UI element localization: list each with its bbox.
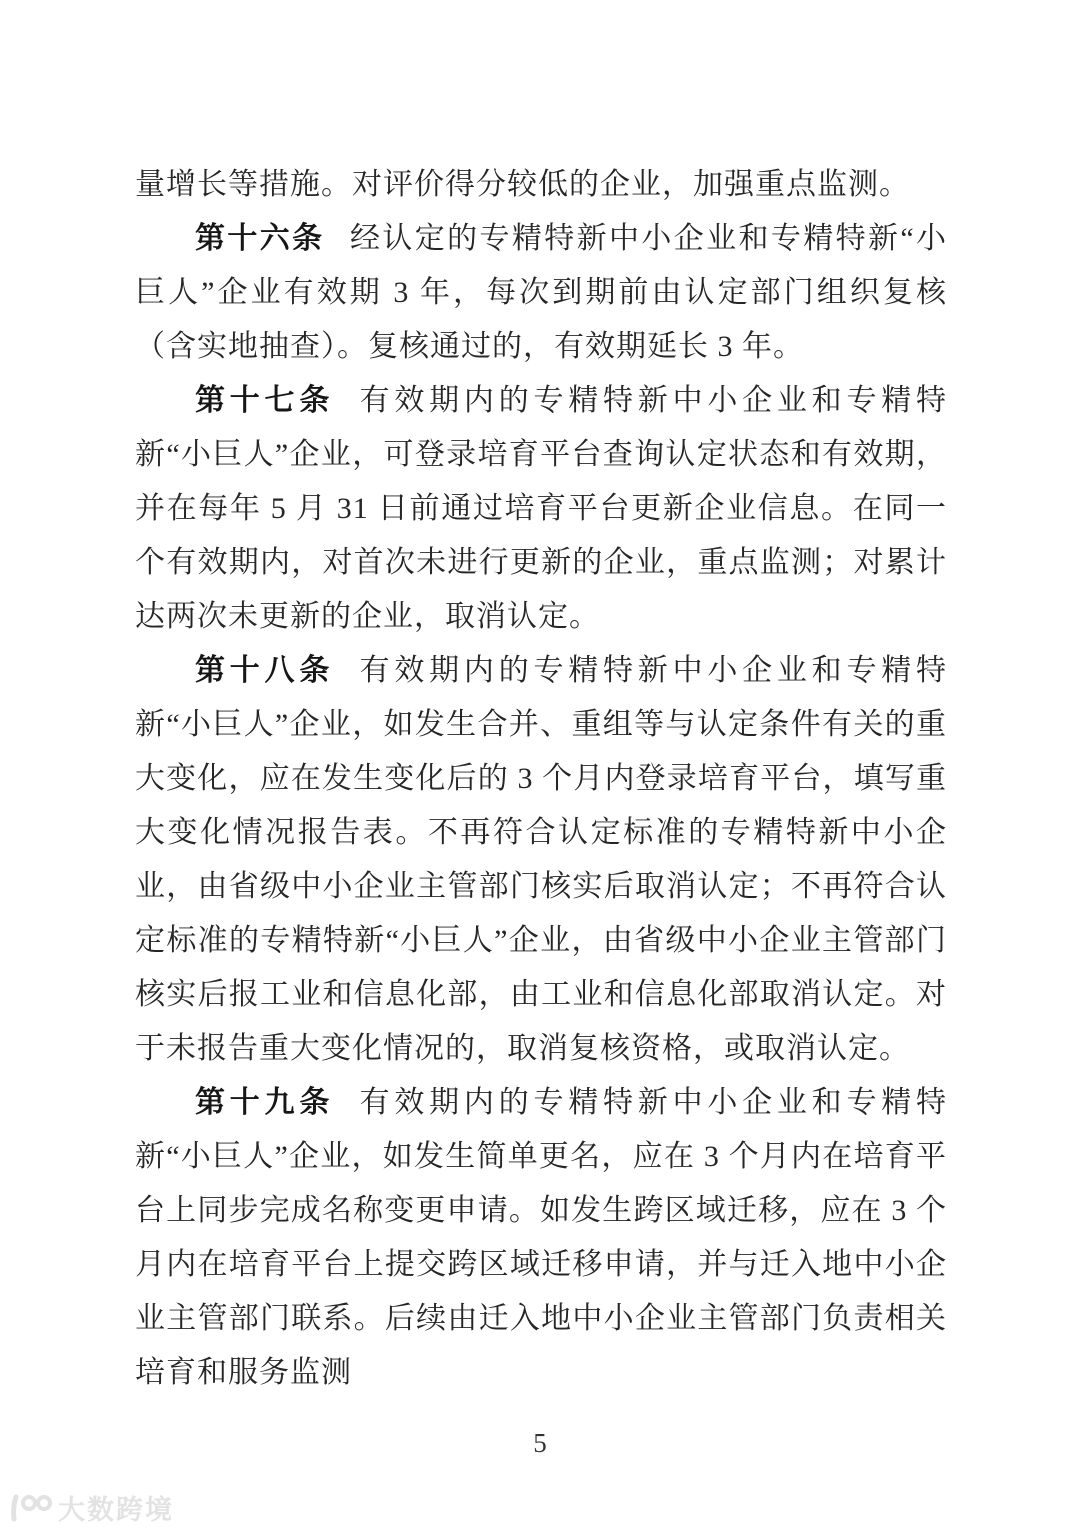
watermark xyxy=(10,1488,174,1527)
paragraph xyxy=(135,1076,947,1400)
article-number: 第十七条 xyxy=(195,384,335,417)
article-number: 第十六条 xyxy=(195,222,325,255)
watermark-logo-icon xyxy=(10,1493,52,1523)
watermark-text: 大数跨境 xyxy=(58,1495,174,1525)
paragraph-text: 有效期内的专精特新中小企业和专精特新“小巨人”企业，如发生合并、重组等与认定条件有关的重大变化，应在发生变化后的 3 个月内登录培育平台，填写重大变化情况报告表。不再符合认定标准的专精特新中小企业，由省级中小企业主管部门核实后取消认定；不再符合认定标准的专精特新“小巨人”企业，由省级中小企业主管部门核实后报工业和信息化部，由工业和信息化部取消认定。对于未报告重大变化情况的，取消复核资格，或取消认定。 xyxy=(135,654,948,1065)
article-number: 第十八条 xyxy=(195,654,335,687)
article-number: 第十九条 xyxy=(195,1086,335,1119)
text-body xyxy=(135,158,947,1400)
paragraph xyxy=(135,158,947,212)
paragraph xyxy=(135,374,947,644)
paragraph-text: 有效期内的专精特新中小企业和专精特新“小巨人”企业，可登录培育平台查询认定状态和有效期，并在每年 5 月 31 日前通过培育平台更新企业信息。在同一个有效期内，对首次未进行更新的企业，重点监测；对累计达两次未更新的企业，取消认定。 xyxy=(135,384,948,633)
paragraph-text: 量增长等措施。对评价得分较低的企业，加强重点监测。 xyxy=(135,168,910,201)
paragraph-text: 经认定的专精特新中小企业和专精特新“小巨人”企业有效期 3 年，每次到期前由认定部门组织复核（含实地抽查）。复核通过的，有效期延长 3 年。 xyxy=(135,222,948,363)
paragraph-text: 有效期内的专精特新中小企业和专精特新“小巨人”企业，如发生简单更名，应在 3 个月内在培育平台上同步完成名称变更申请。如发生跨区域迁移，应在 3 个月内在培育平台上提交跨区域迁移申请，并与迁入地中小企业主管部门联系。后续由迁入地中小企业主管部门负责相关培育和服务监测 xyxy=(135,1086,948,1389)
paragraph xyxy=(135,644,947,1076)
page-number: 5 xyxy=(533,1428,547,1458)
paragraph xyxy=(135,212,947,374)
